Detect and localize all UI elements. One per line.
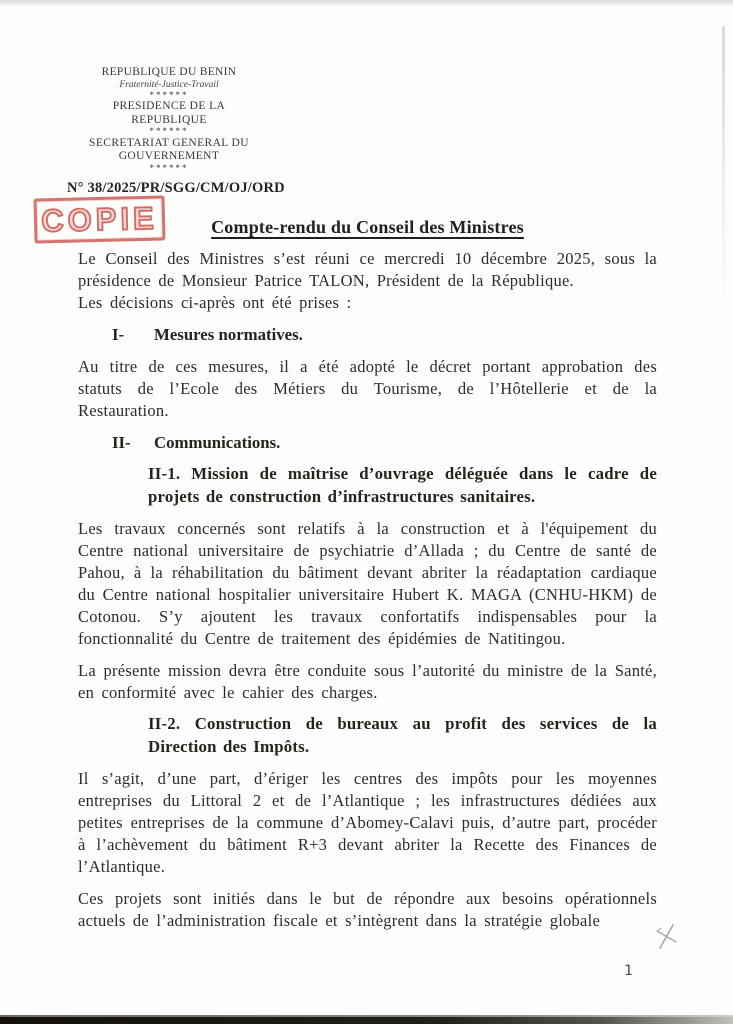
section-1-title: Mesures normatives. [154,325,303,345]
impots-paragraph-2: Ces projets sont initiés dans le but de répondre aux besoins opérationnels actuels de l’administration fiscale et s’intègrent dans la stratégie globale [78,889,657,931]
subsection-2-1-heading: II-1. Mission de maîtrise d’ouvrage déléguée dans le cadre de projets de construction d’infrastructures sanitaires. [148,464,657,507]
mesures-paragraph: Au titre de ces mesures, il a été adopté le décret portant approbation des statuts de l’Ecole des Métiers du Tourisme, de l’Hôtellerie et de la Restauration. [78,357,657,421]
section-2-heading [112,432,657,454]
letterhead-presidency: PRESIDENCE DE LA REPUBLIQUE [112,100,226,126]
copie-stamp-label: COPIE [40,199,159,239]
letterhead-separator: ****** [149,126,189,137]
letterhead-separator: ****** [149,162,189,173]
letterhead-secretariat-line2: GOUVERNEMENT [118,150,220,163]
section-1-number: I- [112,325,125,345]
subsection-2-2-heading: II-2. Construction de bureaux au profit des services de la Direction des Impôts. [148,714,657,757]
letterhead [78,66,260,173]
mission-paragraph: La présente mission devra être conduite sous l’autorité du ministre de la Santé, en conformité avec le cahier des charges. [78,661,657,703]
document-title: Compte-rendu du Conseil des Ministres [211,217,524,238]
travaux-paragraph: Les travaux concernés sont relatifs à la construction et à l'équipement du Centre national universitaire de psychiatrie d’Allada ; du Centre de santé de Pahou, à la réhabilitation du bâtiment devant abriter la réadaptation cardiaque du Centre national hospitalier universitaire Hubert K. MAGA (CNHU-HKM) de Cotonou. S’y ajoutent les travaux confortatifs indispensables pour la fonctionnalité du Centre de traitement des épidémies de Natitingou. [78,519,657,649]
letterhead-motto: Fraternité-Justice-Travail [119,79,219,90]
section-1-heading [112,324,657,346]
section-2-number: II- [112,433,131,453]
letterhead-secretariat-line1: SECRETARIAT GENERAL DU [89,136,249,149]
letterhead-separator: ****** [149,89,189,100]
letterhead-country: REPUBLIQUE DU BENIN [101,66,237,78]
scan-bottom-edge [0,1015,733,1024]
intro-paragraph: Le Conseil des Ministres s’est réuni ce mercredi 10 décembre 2025, sous la présidence de Monsieur Patrice TALON, Président de la République. [78,249,657,291]
decisions-line: Les décisions ci-après ont été prises : [78,293,352,313]
section-2-title: Communications. [154,433,281,453]
impots-paragraph-1: Il s’agit, d’une part, d’ériger les centres des impôts pour les moyennes entreprises du Littoral 2 et de l’Atlantique ; les infrastructures dédiées aux petites entreprises de la commune d’Abomey-Calavi puis, d’autre part, procéder à l’achèvement du bâtiment R+3 devant abriter la Recette des Finances de l’Atlantique. [78,769,657,877]
reference-number: N° 38/2025/PR/SGG/CM/OJ/ORD [67,180,285,197]
copie-stamp [33,195,165,243]
page-number: 1 [624,963,633,979]
handwritten-paraph-icon [653,921,683,955]
